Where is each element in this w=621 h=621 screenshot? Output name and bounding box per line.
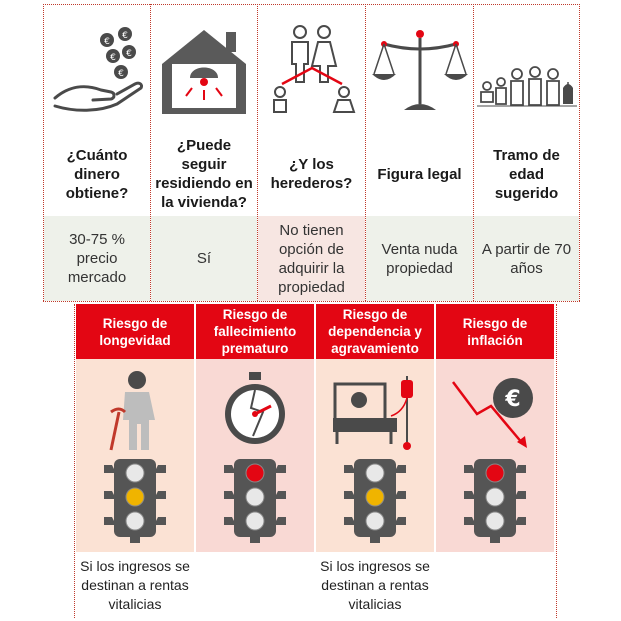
traffic-light xyxy=(222,459,288,543)
house-lamp-icon xyxy=(151,8,257,132)
risk-title: Riesgo de longevidad xyxy=(76,304,194,359)
answer-heirs: No tienen opción de adquirir la propiedad xyxy=(258,216,365,301)
comparison-table xyxy=(43,4,580,301)
age-stages-icon xyxy=(474,8,579,132)
risk-body xyxy=(196,359,314,552)
risk-note: Si los ingresos se destinan a rentas vitalicias xyxy=(80,557,190,612)
traffic-light xyxy=(102,459,168,543)
column-age xyxy=(473,4,580,301)
question-legal: Figura legal xyxy=(377,165,462,183)
question-heirs: ¿Y los herederos? xyxy=(270,156,353,192)
svg-text:€: € xyxy=(505,387,521,412)
column-heirs xyxy=(257,4,365,301)
scales-icon xyxy=(366,8,473,132)
euro-decline-icon xyxy=(436,365,554,455)
answer-age: A partir de 70 años xyxy=(474,216,579,301)
risk-body xyxy=(76,359,194,552)
column-legal xyxy=(365,4,473,301)
risk-note: Si los ingresos se destinan a rentas vitalicias xyxy=(320,557,430,612)
question-money: ¿Cuánto dinero obtiene? xyxy=(65,146,129,202)
column-residence xyxy=(150,4,257,301)
hand-coins-icon xyxy=(44,8,150,132)
answer-legal: Venta nuda propiedad xyxy=(366,216,473,301)
risk-title: Riesgo de dependencia y agravamiento xyxy=(316,304,434,359)
risk-divider xyxy=(556,304,557,618)
risk-note xyxy=(436,552,554,618)
traffic-light xyxy=(342,459,408,543)
question-age: Tramo de edad sugerido xyxy=(493,146,560,202)
traffic-light xyxy=(462,459,528,543)
family-heirs-icon xyxy=(258,8,365,132)
svg-text:€: € xyxy=(122,31,128,41)
svg-text:€: € xyxy=(104,37,110,47)
svg-text:€: € xyxy=(126,49,132,59)
column-money xyxy=(43,4,150,301)
answer-money: 30-75 % precio mercado xyxy=(44,216,150,301)
risk-body xyxy=(436,359,554,552)
risk-divider xyxy=(74,304,75,618)
svg-text:€: € xyxy=(110,53,116,63)
stopwatch-icon xyxy=(196,365,314,455)
hospital-bed-icon xyxy=(316,365,434,455)
risk-title: Riesgo de inflación xyxy=(436,304,554,359)
question-residence: ¿Puede seguir residiendo en la vivienda? xyxy=(155,137,253,211)
risk-title: Riesgo de fallecimiento prematuro xyxy=(196,304,314,359)
elderly-person-icon xyxy=(76,365,194,455)
table-bottom-border xyxy=(43,301,580,302)
risk-body xyxy=(316,359,434,552)
answer-residence: Sí xyxy=(151,216,257,301)
risk-note xyxy=(196,552,314,618)
svg-text:€: € xyxy=(118,69,124,79)
